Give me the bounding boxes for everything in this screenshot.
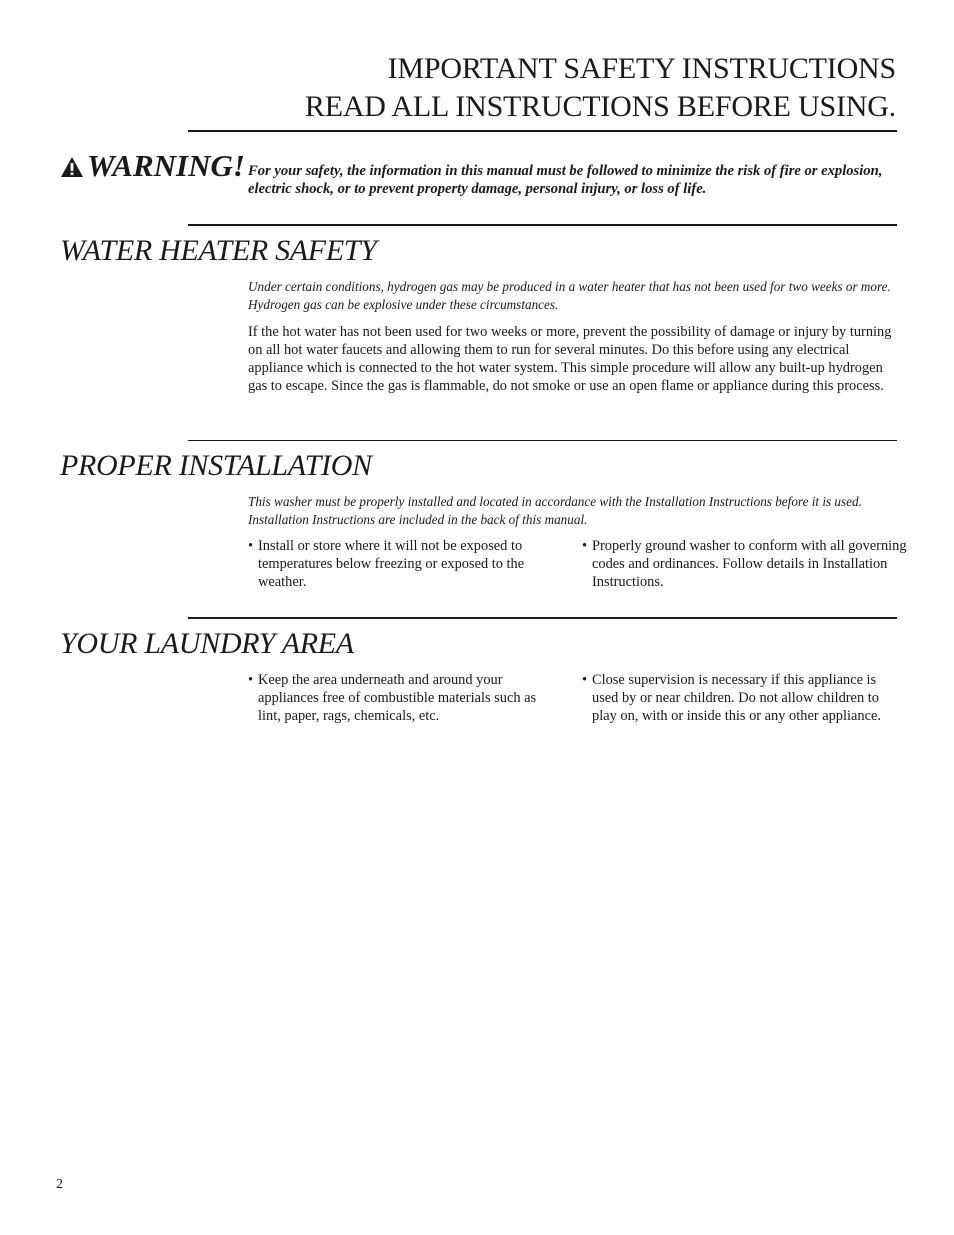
bullet-marker: • — [248, 672, 254, 688]
laundry-bullet-1 — [248, 671, 558, 725]
water-heater-intro: Under certain conditions, hydrogen gas may be produced in a water heater that has not been used for two weeks or more. Hydrogen gas can be explosive under these circumstances. — [248, 279, 891, 312]
water-heater-safety-title: WATER HEATER SAFETY — [60, 234, 377, 267]
page-header — [305, 50, 896, 126]
bullet-marker: • — [582, 672, 588, 688]
laundry-bullet-2-text: Close supervision is necessary if this appliance is used by or near children. Do not allow children to play on, with or inside this or any other appliance. — [592, 672, 881, 724]
header-divider — [188, 130, 897, 132]
laundry-bullet-1-text: Keep the area underneath and around your appliances free of combustible materials such as lint, paper, rags, chemicals, etc. — [258, 672, 537, 724]
laundry-bullet-2 — [582, 671, 904, 725]
proper-installation-title: PROPER INSTALLATION — [60, 449, 372, 482]
warning-text: For your safety, the information in this manual must be followed to minimize the risk of fire or explosion, electric shock, or to prevent property damage, personal injury, or loss of life. — [248, 163, 883, 197]
water-heater-divider — [188, 440, 897, 441]
installation-bullet-2-text: Properly ground washer to conform with all governing codes and ordinances. Follow details in Installation Instructions. — [592, 538, 907, 590]
installation-bullet-2 — [582, 537, 910, 591]
header-title-line-2: READ ALL INSTRUCTIONS BEFORE USING. — [304, 90, 896, 123]
installation-bullet-1-text: Install or store where it will not be exposed to temperatures below freezing or exposed to the weather. — [258, 538, 525, 590]
warning-heading — [60, 148, 245, 184]
your-laundry-area-title: YOUR LAUNDRY AREA — [60, 627, 354, 660]
warning-title: WARNING! — [87, 148, 245, 183]
warning-divider — [188, 224, 897, 226]
bullet-marker: • — [248, 538, 254, 554]
bullet-marker: • — [582, 538, 588, 554]
water-heater-body: If the hot water has not been used for two weeks or more, prevent the possibility of damage or injury by turning on all hot water faucets and allowing them to run for several minutes. Do this before using any electrical appliance which is connected to the hot water system. This simple procedure will allow any built-up hydrogen gas to escape. Since the gas is flammable, do not smoke or use an open flame or appliance during this process. — [248, 324, 892, 394]
installation-bullet-1 — [248, 537, 548, 591]
page-number: 2 — [56, 1177, 63, 1192]
warning-triangle-icon — [60, 156, 84, 178]
header-title-line-1: IMPORTANT SAFETY INSTRUCTIONS — [387, 52, 896, 85]
installation-intro: This washer must be properly installed and located in accordance with the Installation Instructions before it is used. Installation Instructions are included in the back of this manual. — [248, 494, 862, 527]
installation-divider — [188, 617, 897, 619]
